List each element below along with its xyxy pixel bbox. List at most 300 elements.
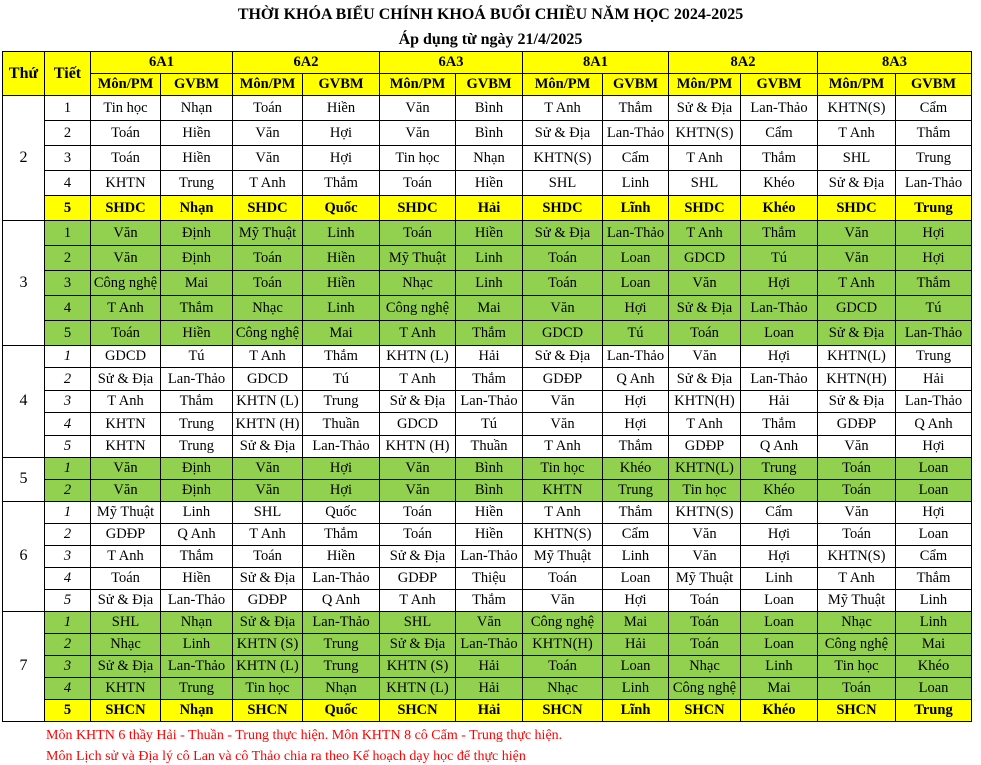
teacher-cell: Nhạn [161,699,233,721]
subject-cell: Sử & Địa [233,611,303,633]
period-cell: 2 [45,121,91,146]
subject-cell: Toán [233,246,303,271]
teacher-cell: Hợi [896,221,972,246]
subject-cell: Toán [91,321,161,346]
day-cell: 2 [3,96,45,221]
teacher-cell: Hải [456,346,523,368]
table-row [3,435,972,457]
period-cell: 4 [45,296,91,321]
subject-cell: SHCN [818,699,896,721]
subject-cell: Toán [380,221,456,246]
teacher-cell: Cẩm [896,96,972,121]
teacher-cell: Hợi [741,346,818,368]
teacher-cell: Trung [896,346,972,368]
subject-cell: KHTN [523,479,603,501]
header-teacher-label: GVBM [603,74,669,96]
day-cell: 4 [3,346,45,458]
teacher-cell: Định [161,246,233,271]
subject-cell: Toán [669,633,741,655]
subject-cell: GDĐP [818,413,896,435]
teacher-cell: Nhạn [303,677,380,699]
subject-cell: SHL [523,171,603,196]
subject-cell: SHL [380,611,456,633]
subject-cell: Mỹ Thuật [233,221,303,246]
header-class-6a1: 6A1 [91,52,233,74]
teacher-cell: Hiền [303,246,380,271]
teacher-cell: Trung [161,171,233,196]
day-cell: 6 [3,501,45,611]
subject-cell: Toán [91,121,161,146]
header-teacher-label: GVBM [456,74,523,96]
teacher-cell: Văn [456,611,523,633]
subject-cell: SHL [91,611,161,633]
subject-cell: Văn [669,545,741,567]
period-cell: 1 [45,221,91,246]
teacher-cell: Lan-Thảo [603,121,669,146]
subject-cell: T Anh [523,96,603,121]
teacher-cell: Q Anh [161,523,233,545]
header-teacher-label: GVBM [161,74,233,96]
header-class-8a3: 8A3 [818,52,972,74]
table-row [3,611,972,633]
teacher-cell: Nhạn [456,146,523,171]
table-row [3,390,972,412]
subject-cell: Văn [523,589,603,611]
teacher-cell: Khéo [741,479,818,501]
teacher-cell: Tú [603,321,669,346]
subject-cell: Văn [818,246,896,271]
subject-cell: Văn [233,457,303,479]
teacher-cell: Q Anh [896,413,972,435]
teacher-cell: Quốc [303,196,380,221]
subject-cell: KHTN (H) [233,413,303,435]
teacher-cell: Lan-Thảo [161,589,233,611]
teacher-cell: Loan [741,589,818,611]
period-cell: 1 [45,457,91,479]
subject-cell: KHTN (L) [233,390,303,412]
subject-cell: Mỹ Thuật [91,501,161,523]
teacher-cell: Hiền [161,121,233,146]
teacher-cell: Trung [896,196,972,221]
teacher-cell: Thuần [303,413,380,435]
period-cell: 3 [45,390,91,412]
subject-cell: KHTN(S) [818,96,896,121]
teacher-cell: Hiền [456,501,523,523]
teacher-cell: Trung [161,435,233,457]
subject-cell: Sử & Địa [818,390,896,412]
subject-cell: Văn [380,479,456,501]
teacher-cell: Loan [896,523,972,545]
teacher-cell: Khéo [741,171,818,196]
teacher-cell: Linh [456,246,523,271]
subject-cell: Sử & Địa [818,171,896,196]
subject-cell: SHDC [523,196,603,221]
teacher-cell: Hợi [741,271,818,296]
subject-cell: SHL [818,146,896,171]
teacher-cell: Trung [603,479,669,501]
teacher-cell: Trung [896,699,972,721]
subject-cell: GDĐP [91,523,161,545]
note-khtn: Môn KHTN 6 thầy Hải - Thuần - Trung thực hiện. Môn KHTN 8 cô Cẩm - Trung thực hiện. [46,728,563,743]
subject-cell: SHCN [523,699,603,721]
subject-cell: Sử & Địa [233,567,303,589]
timetable [2,51,972,722]
teacher-cell: Lan-Thảo [603,221,669,246]
teacher-cell: Lan-Thảo [741,96,818,121]
subject-cell: KHTN (L) [380,677,456,699]
subject-cell: GDCD [523,321,603,346]
subject-cell: T Anh [380,589,456,611]
teacher-cell: Linh [741,567,818,589]
subject-cell: Sử & Địa [233,435,303,457]
header-thu: Thứ [3,52,45,96]
subject-cell: Văn [669,523,741,545]
subject-cell: T Anh [91,390,161,412]
subject-cell: Toán [523,246,603,271]
teacher-cell: Cẩm [741,121,818,146]
teacher-cell: Thắm [303,346,380,368]
period-cell: 2 [45,479,91,501]
teacher-cell: Khéo [896,655,972,677]
subject-cell: Toán [233,271,303,296]
teacher-cell: Tú [303,368,380,390]
subject-cell: Văn [523,390,603,412]
subject-cell: T Anh [818,271,896,296]
subject-cell: Công nghệ [380,296,456,321]
subject-cell: Sử & Địa [91,655,161,677]
teacher-cell: Hợi [603,589,669,611]
subject-cell: Sử & Địa [380,545,456,567]
subject-cell: Sử & Địa [91,589,161,611]
subject-cell: Mỹ Thuật [380,246,456,271]
teacher-cell: Bình [456,479,523,501]
period-cell: 3 [45,271,91,296]
subject-cell: SHDC [669,196,741,221]
day-cell: 5 [3,457,45,501]
teacher-cell: Hợi [303,121,380,146]
teacher-cell: Hiền [161,321,233,346]
teacher-cell: Mai [603,611,669,633]
teacher-cell: Thiệu [456,567,523,589]
subject-cell: KHTN [91,677,161,699]
subject-cell: KHTN(S) [669,121,741,146]
teacher-cell: Loan [603,246,669,271]
subject-cell: Tin học [380,146,456,171]
subject-cell: GDCD [233,368,303,390]
table-row [3,121,972,146]
subject-cell: Văn [233,121,303,146]
subject-cell: GDĐP [233,589,303,611]
period-cell: 5 [45,196,91,221]
teacher-cell: Loan [896,479,972,501]
table-row [3,545,972,567]
subject-cell: Sử & Địa [523,346,603,368]
header-class-6a3: 6A3 [380,52,523,74]
teacher-cell: Hợi [896,246,972,271]
teacher-cell: Linh [896,611,972,633]
period-cell: 5 [45,589,91,611]
subject-cell: Toán [818,479,896,501]
table-row [3,413,972,435]
subject-cell: KHTN(H) [818,368,896,390]
subject-cell: Toán [523,567,603,589]
teacher-cell: Hiền [456,171,523,196]
subject-cell: Công nghệ [669,677,741,699]
teacher-cell: Lan-Thảo [896,390,972,412]
period-cell: 1 [45,346,91,368]
subject-cell: Toán [818,457,896,479]
subject-cell: KHTN [91,435,161,457]
subject-cell: SHDC [380,196,456,221]
subject-cell: KHTN [91,171,161,196]
subject-cell: Văn [669,271,741,296]
teacher-cell: Hợi [603,296,669,321]
teacher-cell: Tú [456,413,523,435]
teacher-cell: Lĩnh [603,196,669,221]
subject-cell: Văn [523,296,603,321]
subject-cell: Văn [818,501,896,523]
page-subtitle: Áp dụng từ ngày 21/4/2025 [398,31,583,48]
teacher-cell: Cẩm [741,501,818,523]
table-row [3,501,972,523]
teacher-cell: Thuần [456,435,523,457]
subject-cell: Công nghệ [523,611,603,633]
teacher-cell: Hải [896,368,972,390]
period-cell: 2 [45,633,91,655]
subject-cell: Nhạc [523,677,603,699]
subject-cell: T Anh [91,296,161,321]
header-teacher-label: GVBM [896,74,972,96]
period-cell: 5 [45,435,91,457]
subject-cell: Toán [380,171,456,196]
teacher-cell: Thắm [896,567,972,589]
teacher-cell: Thắm [456,321,523,346]
subject-cell: GDCD [818,296,896,321]
teacher-cell: Cẩm [603,523,669,545]
teacher-cell: Thắm [161,390,233,412]
header-class-8a2: 8A2 [669,52,818,74]
subject-cell: KHTN [91,413,161,435]
teacher-cell: Thắm [896,121,972,146]
teacher-cell: Linh [161,501,233,523]
subject-cell: Toán [380,523,456,545]
subject-cell: Toán [91,567,161,589]
subject-cell: Toán [523,655,603,677]
table-row [3,321,972,346]
subject-cell: Sử & Địa [818,321,896,346]
subject-cell: Sử & Địa [669,368,741,390]
subject-cell: T Anh [669,146,741,171]
teacher-cell: Hải [456,655,523,677]
teacher-cell: Thắm [603,501,669,523]
subject-cell: Văn [818,221,896,246]
teacher-cell: Loan [896,677,972,699]
teacher-cell: Thắm [741,146,818,171]
teacher-cell: Lĩnh [603,699,669,721]
period-cell: 3 [45,545,91,567]
teacher-cell: Hiền [303,545,380,567]
subject-cell: Sử & Địa [669,296,741,321]
table-row [3,655,972,677]
table-row [3,146,972,171]
teacher-cell: Mai [741,677,818,699]
subject-cell: Văn [91,246,161,271]
subject-cell: Sử & Địa [91,368,161,390]
subject-cell: KHTN (L) [380,346,456,368]
teacher-cell: Linh [741,655,818,677]
teacher-cell: Định [161,479,233,501]
note-su-dia: Môn Lịch sử và Địa lý cô Lan và cô Thảo chia ra theo Kế hoạch dạy học để thực hiện [46,749,526,764]
teacher-cell: Hải [456,677,523,699]
teacher-cell: Hợi [896,501,972,523]
subject-cell: T Anh [523,435,603,457]
table-row [3,677,972,699]
subject-cell: KHTN (H) [380,435,456,457]
subject-cell: Toán [523,271,603,296]
subject-cell: Văn [523,413,603,435]
subject-cell: Văn [233,479,303,501]
teacher-cell: Bình [456,457,523,479]
teacher-cell: Lan-Thảo [603,346,669,368]
subject-cell: SHCN [669,699,741,721]
subject-cell: KHTN(L) [818,346,896,368]
subject-cell: Nhạc [91,633,161,655]
subject-cell: Tin học [233,677,303,699]
subject-cell: Mỹ Thuật [669,567,741,589]
subject-cell: Văn [91,479,161,501]
teacher-cell: Lan-Thảo [303,611,380,633]
subject-cell: Văn [669,346,741,368]
subject-cell: GDĐP [669,435,741,457]
teacher-cell: Trung [303,633,380,655]
period-cell: 5 [45,321,91,346]
teacher-cell: Thắm [303,523,380,545]
table-row [3,346,972,368]
subject-cell: T Anh [669,221,741,246]
subject-cell: GDCD [91,346,161,368]
teacher-cell: Hợi [741,545,818,567]
teacher-cell: Linh [303,221,380,246]
teacher-cell: Hiền [303,271,380,296]
subject-cell: SHCN [233,699,303,721]
teacher-cell: Linh [603,677,669,699]
teacher-cell: Mai [303,321,380,346]
teacher-cell: Linh [603,171,669,196]
subject-cell: GDĐP [523,368,603,390]
teacher-cell: Hải [741,390,818,412]
subject-cell: Toán [233,96,303,121]
teacher-cell: Linh [603,545,669,567]
teacher-cell: Khéo [603,457,669,479]
subject-cell: KHTN(S) [669,501,741,523]
subject-cell: Toán [669,589,741,611]
teacher-cell: Nhạn [161,196,233,221]
teacher-cell: Bình [456,96,523,121]
day-cell: 7 [3,611,45,721]
subject-cell: Văn [380,96,456,121]
table-row [3,271,972,296]
subject-cell: KHTN(H) [669,390,741,412]
subject-cell: Tin học [818,655,896,677]
teacher-cell: Thắm [456,589,523,611]
subject-cell: KHTN(S) [523,146,603,171]
subject-cell: Tin học [523,457,603,479]
period-cell: 2 [45,246,91,271]
period-cell: 5 [45,699,91,721]
subject-cell: GDĐP [380,567,456,589]
period-cell: 3 [45,146,91,171]
subject-cell: T Anh [233,171,303,196]
teacher-cell: Loan [603,271,669,296]
teacher-cell: Thắm [303,171,380,196]
subject-cell: KHTN (S) [380,655,456,677]
teacher-cell: Lan-Thảo [456,633,523,655]
period-cell: 1 [45,501,91,523]
table-row [3,523,972,545]
subject-cell: Sử & Địa [523,221,603,246]
teacher-cell: Thắm [741,221,818,246]
header-class-6a2: 6A2 [233,52,380,74]
teacher-cell: Linh [161,633,233,655]
table-row [3,221,972,246]
subject-cell: Mỹ Thuật [523,545,603,567]
teacher-cell: Loan [741,633,818,655]
subject-cell: T Anh [91,545,161,567]
teacher-cell: Lan-Thảo [896,321,972,346]
header-subject-label: Môn/PM [233,74,303,96]
teacher-cell: Nhạn [161,611,233,633]
teacher-cell: Mai [161,271,233,296]
table-row [3,589,972,611]
subject-cell: SHDC [233,196,303,221]
subject-cell: Nhạc [233,296,303,321]
header-subject-label: Môn/PM [669,74,741,96]
period-cell: 1 [45,96,91,121]
teacher-cell: Loan [741,611,818,633]
teacher-cell: Loan [603,567,669,589]
table-row [3,246,972,271]
teacher-cell: Thắm [456,368,523,390]
teacher-cell: Lan-Thảo [896,171,972,196]
day-cell: 3 [3,221,45,346]
table-row [3,96,972,121]
period-cell: 2 [45,523,91,545]
subject-cell: SHDC [818,196,896,221]
header-teacher-label: GVBM [741,74,818,96]
teacher-cell: Hải [603,633,669,655]
teacher-cell: Loan [741,321,818,346]
period-cell: 4 [45,677,91,699]
subject-cell: SHL [669,171,741,196]
teacher-cell: Tú [896,296,972,321]
subject-cell: T Anh [818,567,896,589]
subject-cell: Nhạc [669,655,741,677]
teacher-cell: Hợi [603,390,669,412]
subject-cell: Toán [380,501,456,523]
teacher-cell: Trung [303,390,380,412]
teacher-cell: Thắm [603,435,669,457]
teacher-cell: Tú [741,246,818,271]
teacher-cell: Lan-Thảo [161,655,233,677]
subject-cell: Văn [91,221,161,246]
teacher-cell: Định [161,221,233,246]
teacher-cell: Thắm [741,413,818,435]
teacher-cell: Lan-Thảo [161,368,233,390]
table-row [3,196,972,221]
teacher-cell: Định [161,457,233,479]
subject-cell: T Anh [233,523,303,545]
teacher-cell: Hiền [303,96,380,121]
